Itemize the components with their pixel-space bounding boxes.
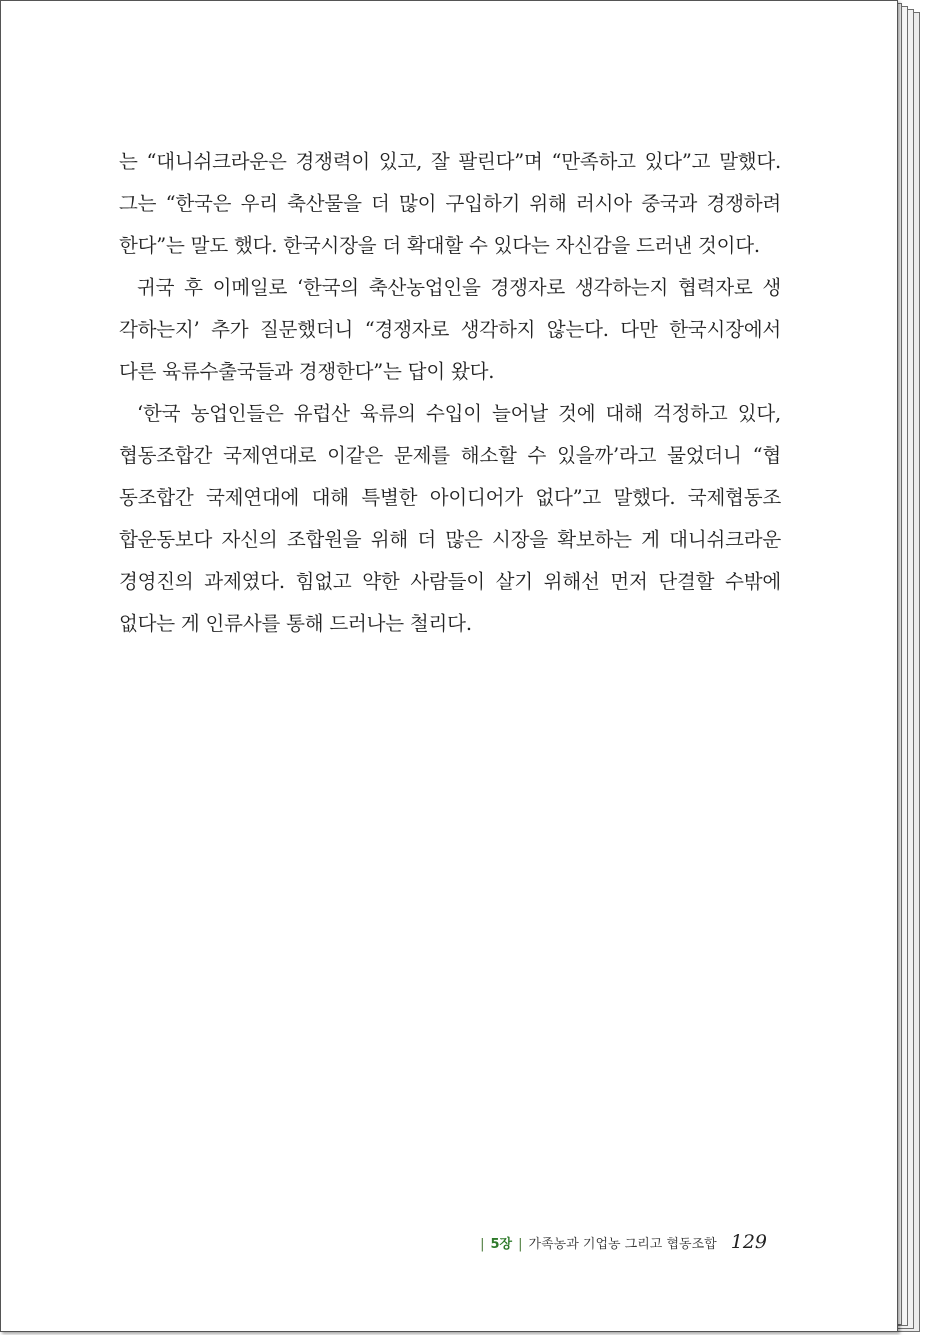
text-line: 다른 육류수출국들과 경쟁한다”는 답이 왔다.: [119, 360, 495, 383]
text-line: 동조합간 국제연대에 대해 특별한 아이디어가 없다”고 말했다. 국제협동조: [119, 486, 781, 509]
text-line: 그는 “한국은 우리 축산물을 더 많이 구입하기 위해 러시아 중국과 경쟁하려: [119, 192, 781, 215]
text-line: 한다”는 말도 했다. 한국시장을 더 확대할 수 있다는 자신감을 드러낸 것이다.: [119, 234, 760, 257]
text-line: 협동조합간 국제연대로 이같은 문제를 해소할 수 있을까’라고 물었더니 “협: [119, 444, 781, 467]
footer-separator: |: [518, 1237, 523, 1252]
text-line: 귀국 후 이메일로 ‘한국의 축산농업인을 경쟁자로 생각하는지 협력자로 생: [137, 276, 781, 299]
text-line: 경영진의 과제였다. 힘없고 약한 사람들이 살기 위해선 먼저 단결할 수밖에: [119, 570, 781, 593]
text-line: 없다는 게 인류사를 통해 드러나는 철리다.: [119, 612, 472, 635]
text-line: ‘한국 농업인들은 유럽산 육류의 수입이 늘어날 것에 대해 걱정하고 있다,: [137, 402, 781, 425]
text-line: 각하는지’ 추가 질문했더니 “경쟁자로 생각하지 않는다. 다만 한국시장에서: [119, 318, 781, 341]
text-line: 는 “대니쉬크라운은 경쟁력이 있고, 잘 팔린다”며 “만족하고 있다”고 말했다.: [119, 150, 781, 173]
page-number: 129: [730, 1231, 767, 1253]
body-text: [119, 141, 781, 645]
chapter-label: 5장: [490, 1237, 513, 1252]
chapter-title: 가족농과 기업농 그리고 협동조합: [528, 1237, 717, 1252]
footer-separator: |: [480, 1237, 485, 1252]
running-footer: [480, 1231, 767, 1253]
text-line: 합운동보다 자신의 조합원을 위해 더 많은 시장을 확보하는 게 대니쉬크라운: [119, 528, 781, 551]
